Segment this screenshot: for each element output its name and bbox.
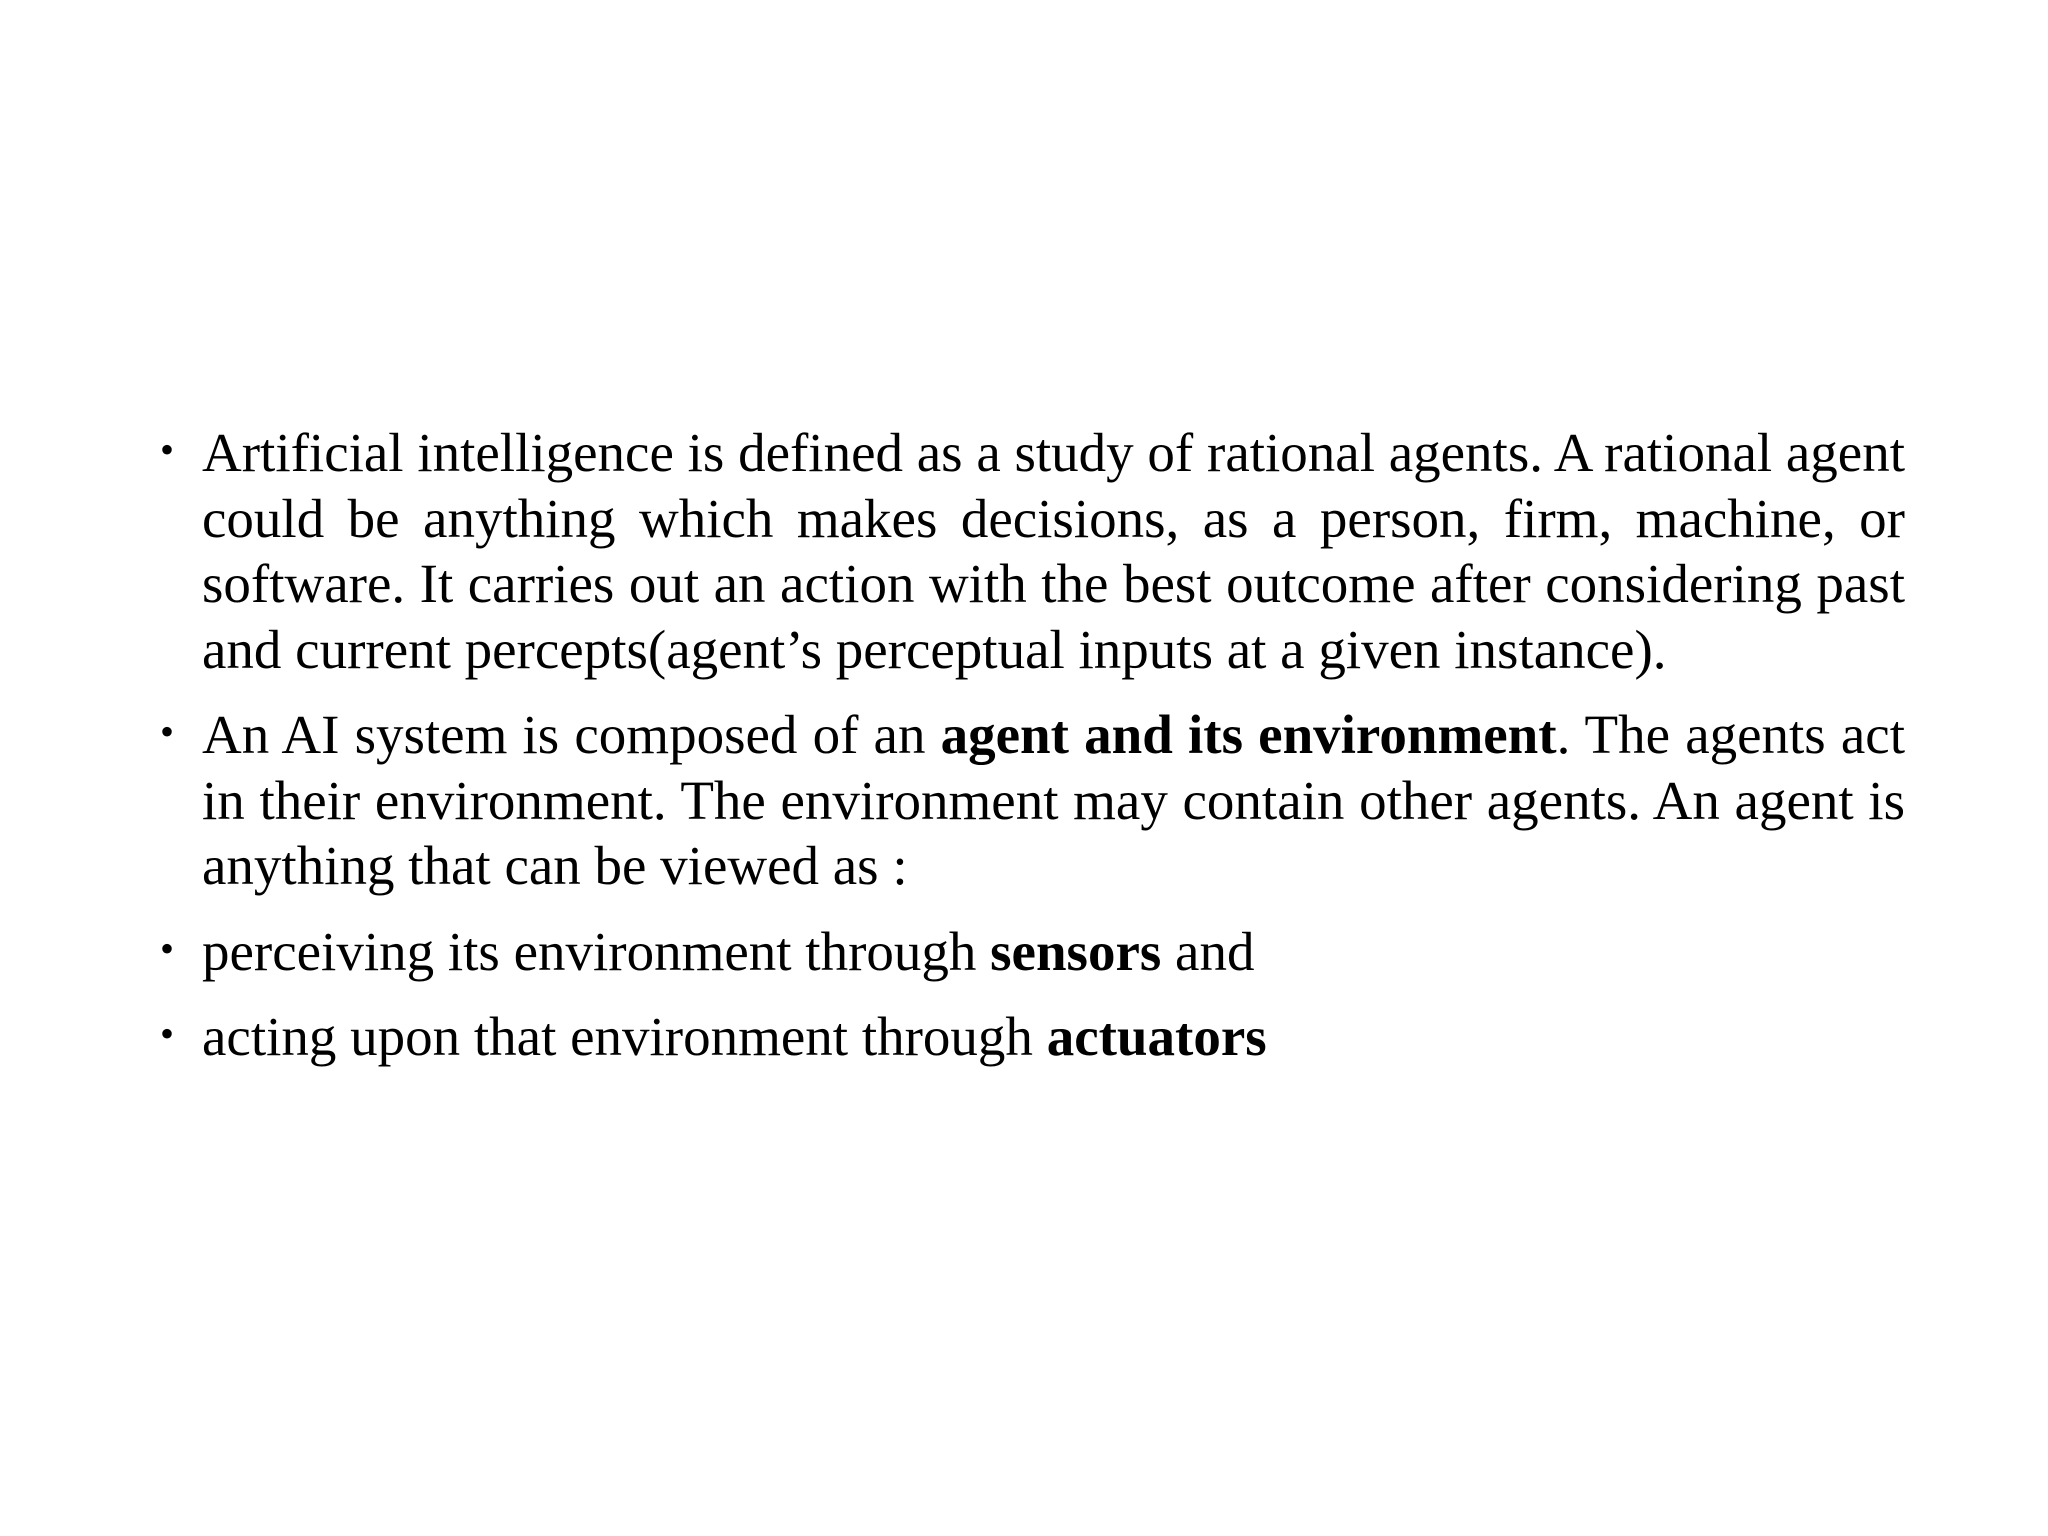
bullet-bold-term: agent and its environment xyxy=(940,704,1557,765)
bullet-text: Artificial intelligence is defined as a study of rational agents. A rational agent could be anything which makes decisions, as a person, firm, machine, or software. It carries out an action with the best outcome after considering past and current percepts(agent’s perceptual inputs at a given instance). xyxy=(202,422,1905,680)
bullet-item-ai-definition xyxy=(160,420,1905,682)
bullet-text-before: perceiving its environment through xyxy=(202,920,991,982)
bullet-icon: • xyxy=(160,1011,175,1056)
bullet-item-ai-system xyxy=(160,702,1905,899)
bullet-item-actuators xyxy=(160,1004,1905,1070)
bullet-icon: • xyxy=(160,709,175,754)
bullet-list xyxy=(160,420,1905,1090)
bullet-bold-term: sensors xyxy=(990,920,1162,982)
bullet-text-after: . The agents act in their environment. The environment may contain other agents. An agent is anything that can be viewed as : xyxy=(202,704,1905,896)
bullet-text-before: acting upon that environment through xyxy=(202,1006,1047,1067)
bullet-item-sensors xyxy=(160,919,1905,985)
bullet-icon: • xyxy=(160,925,175,971)
bullet-bold-term: actuators xyxy=(1046,1006,1267,1067)
bullet-icon: • xyxy=(160,427,175,472)
bullet-text-before: An AI system is composed of an xyxy=(202,704,941,765)
bullet-text-after: and xyxy=(1161,920,1255,982)
